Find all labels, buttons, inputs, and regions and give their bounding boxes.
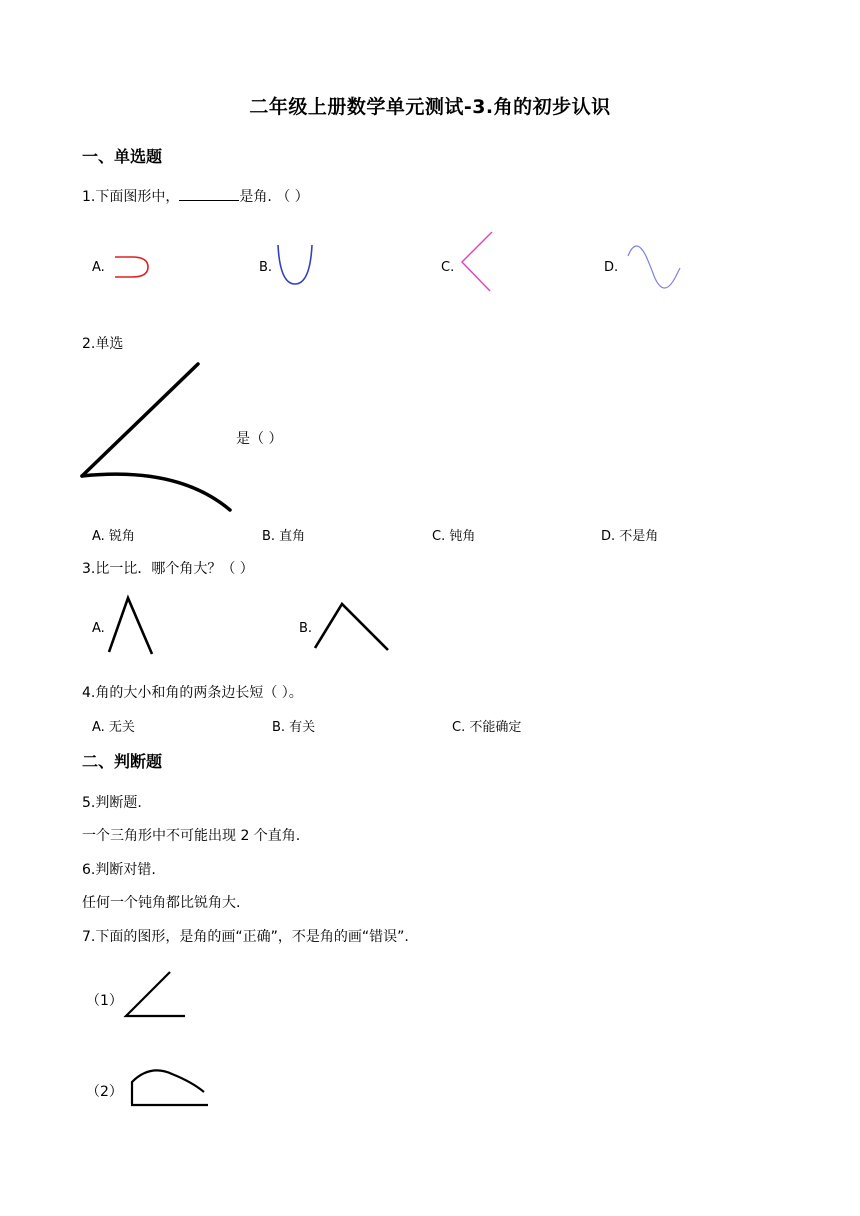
question-6-body: 任何一个钝角都比锐角大. <box>82 895 241 911</box>
question-1-prefix: 1.下面图形中， <box>82 189 180 205</box>
q2-option-d: D. 不是角 <box>601 529 659 544</box>
q1-option-a-label: A. <box>92 260 105 275</box>
question-1-suffix: 是角. （ ） <box>239 189 309 205</box>
page-title: 二年级上册数学单元测试-3.角的初步认识 <box>249 96 611 118</box>
question-4-stem: 4.角的大小和角的两条边长短（ ）。 <box>82 685 303 701</box>
q1-option-b-label: B. <box>259 260 273 275</box>
q1-option-c-angle-figure <box>456 230 496 294</box>
q4-option-a: A. 无关 <box>92 720 135 735</box>
q4-option-b: B. 有关 <box>272 720 316 735</box>
q3-option-a-angle-figure <box>106 594 156 656</box>
q1-option-a-curve-figure <box>112 252 152 282</box>
q7-item-2-label: （2） <box>86 1084 123 1100</box>
q1-option-c-label: C. <box>441 260 455 275</box>
answer-blank <box>179 188 239 201</box>
question-7-stem: 7.下面的图形，是角的画“正确”，不是角的画“错误”. <box>82 929 409 945</box>
q4-option-c: C. 不能确定 <box>452 720 522 735</box>
q1-option-b-parabola-figure <box>276 244 316 288</box>
question-5-stem: 5.判断题. <box>82 795 142 811</box>
question-6-stem: 6.判断对错. <box>82 862 156 878</box>
q1-option-d-label: D. <box>604 260 619 275</box>
question-1 <box>82 186 309 206</box>
section-heading-single-choice: 一、单选题 <box>82 147 163 166</box>
q2-curved-angle-figure <box>78 362 238 516</box>
section-heading-true-false: 二、判断题 <box>82 752 163 771</box>
q7-item-2-curved-figure <box>126 1064 212 1108</box>
q2-option-a: A. 锐角 <box>92 529 135 544</box>
q3-option-b-angle-figure <box>312 600 392 654</box>
q3-option-b-label: B. <box>299 621 313 636</box>
q1-option-d-wave-figure <box>624 242 684 294</box>
q2-option-b: B. 直角 <box>262 529 306 544</box>
question-2-inline-text: 是（ ） <box>236 431 283 447</box>
q7-item-1-label: （1） <box>86 993 123 1009</box>
q7-item-1-angle-figure <box>122 970 188 1020</box>
question-5-body: 一个三角形中不可能出现 2 个直角. <box>82 828 301 844</box>
question-3-stem: 3.比一比．哪个角大？（ ） <box>82 561 254 577</box>
q3-option-a-label: A. <box>92 621 105 636</box>
q2-option-c: C. 钝角 <box>432 529 476 544</box>
question-2-stem: 2.单选 <box>82 336 124 352</box>
